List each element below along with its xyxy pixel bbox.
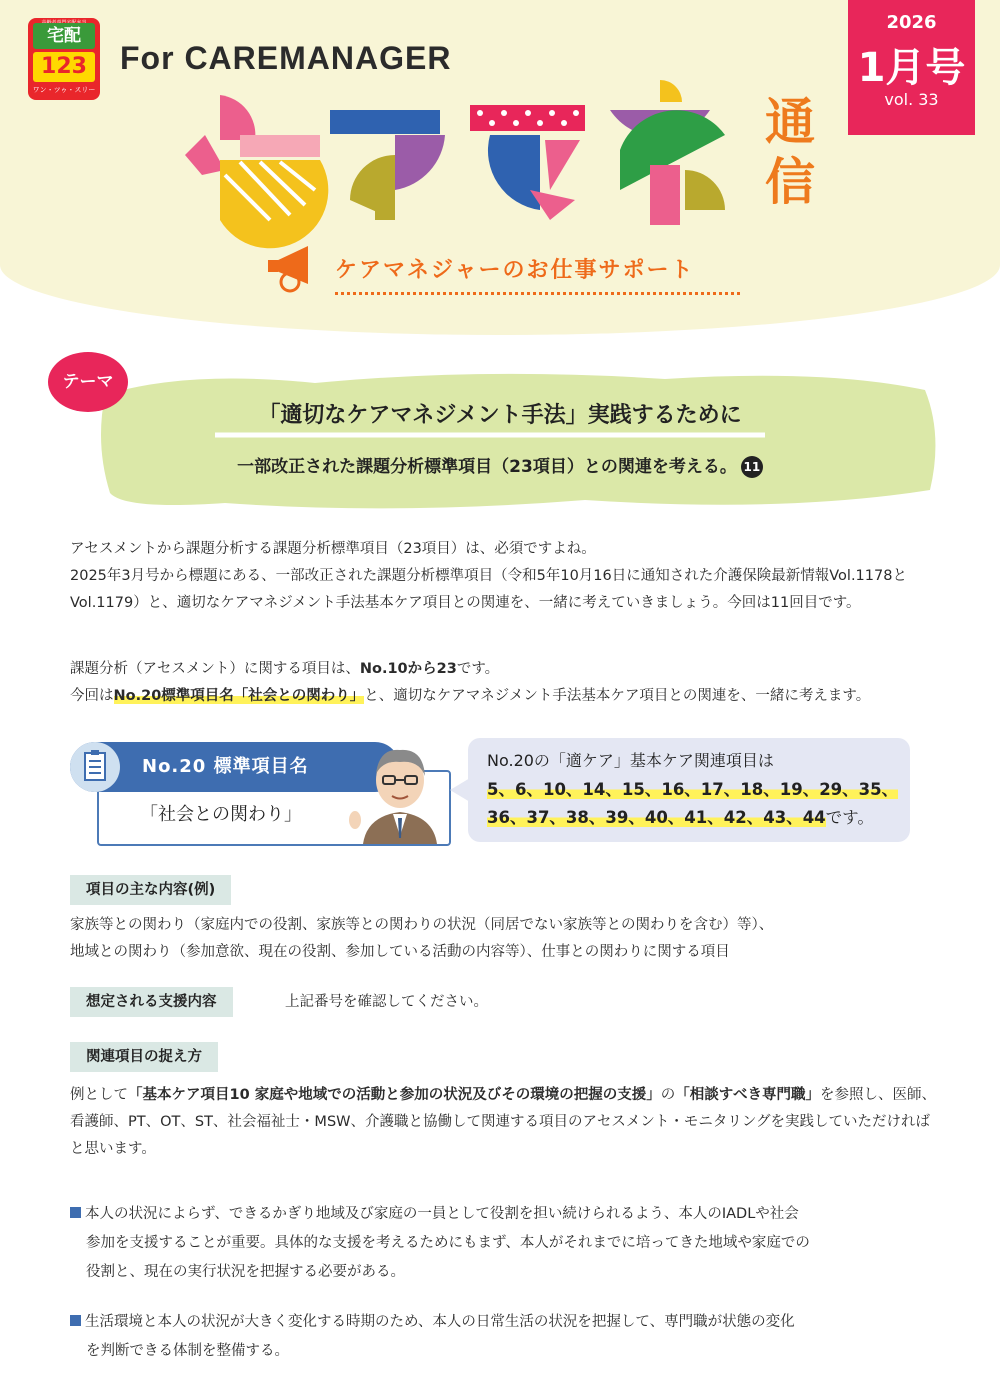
bullet-item-1 [70, 1200, 940, 1287]
related-mid: の [660, 1087, 676, 1103]
care-manager-avatar [345, 738, 455, 844]
square-bullet-icon [70, 1207, 81, 1218]
related-items-numbers-2: 36、37、38、39、40、41、42、43、44 [487, 808, 826, 827]
intro-topic-post: と、適切なケアマネジメント手法基本ケア項目との関連を、一緒に考えます。 [364, 688, 871, 704]
intro-paragraph-2 [70, 656, 940, 710]
related-specialist: 「相談すべき専門職」 [675, 1087, 820, 1103]
tagline: ケアマネジャーのお仕事サポート [335, 258, 695, 283]
content-line-2: 地域との関わり（参加意欲、現在の役割、参加している活動の内容等）、仕事との関わりに関する項目 [70, 944, 730, 960]
megaphone-icon [268, 244, 328, 294]
logo-reading: ワン・ツゥ・スリー [32, 86, 96, 94]
related-pre: 例として [70, 1087, 128, 1103]
bullet-1-line-2: 参加を支援することが重要。具体的な支援を考えるためにもまず、本人がそれまでに培ってきた地域や家庭での [86, 1235, 810, 1251]
content-line-1: 家族等との関わり（家庭内での役割、家族等との関わりの状況（同居でない家族等との関わりを含む）等）、 [70, 917, 774, 933]
section-label-content: 項目の主な内容(例) [70, 875, 231, 905]
related-items-numbers-1: 5、6、10、14、15、16、17、18、19、29、35、 [487, 780, 899, 799]
section-label-related: 関連項目の捉え方 [70, 1042, 218, 1072]
tsushin-char-1: 通 [765, 93, 815, 151]
intro-topic-highlight: No.20標準項目名「社会との関わり」 [113, 688, 365, 704]
title-char-ne [610, 80, 725, 225]
episode-number-badge: 11 [741, 456, 763, 478]
intro-range-pre: 課題分析（アセスメント）に関する項目は、 [70, 661, 360, 677]
related-items-suffix: です。 [825, 808, 874, 827]
for-caremanager-heading: For CAREMANAGER [120, 40, 452, 76]
intro-topic-pre: 今回は [70, 688, 114, 704]
intro-line-1: アセスメントから課題分析する課題分析標準項目（23項目）は、必須ですよね。 [70, 541, 596, 557]
brand-logo [28, 18, 100, 100]
theme-subtitle-text: 一部改正された課題分析標準項目（23項目）との関連を考える。 [237, 457, 737, 477]
content-text [70, 912, 940, 966]
standard-item-name: 「社会との関わり」 [140, 804, 302, 825]
related-items-title: No.20の「適ケア」基本ケア関連項目は [487, 751, 774, 770]
related-post: を参照し、医師、看護師、PT、OT、ST、社会福祉士・MSW、介護職と協働して関連する項目のアセスメント・モニタリングを実践していただければと思います。 [70, 1087, 936, 1157]
tagline-underline [335, 292, 740, 295]
bullet-1-line-1: 本人の状況によらず、できるかぎり地域及び家庭の一員として役割を担い続けられるよう、本人のIADLや社会 [85, 1206, 799, 1222]
bullet-2-line-1: 生活環境と本人の状況が大きく変化する時期のため、本人の日常生活の状況を把握して、専門職が状態の変化 [85, 1314, 795, 1330]
theme-subtitle [0, 452, 1000, 478]
support-text: 上記番号を確認してください。 [285, 994, 488, 1010]
issue-year: 2026 [886, 12, 937, 33]
caremane-title-logo [180, 80, 750, 250]
related-care-item: 「基本ケア項目10 家庭や地域での活動と参加の状況及びその環境の把握の支援」 [128, 1087, 661, 1103]
intro-paragraph-1 [70, 536, 940, 617]
related-items-line-2 [487, 804, 874, 828]
standard-item-label: No.20 標準項目名 [142, 756, 309, 777]
intro-line-2: 2025年3月号から標題にある、一部改正された課題分析標準項目（令和5年10月16日に通知された介護保険最新情報Vol.1178とVol.1179）と、適切なケアマネジメント手法基本ケア項目との関連を、一緒に考えていきましょう。今回は11回目です。 [70, 568, 907, 611]
tsushin-heading [755, 92, 825, 212]
related-paragraph [70, 1082, 940, 1163]
square-bullet-icon [70, 1315, 81, 1326]
theme-background-blob [65, 365, 945, 515]
related-items-line-1 [487, 776, 898, 800]
theme-badge: テーマ [48, 352, 128, 412]
bullet-item-2 [70, 1308, 940, 1366]
issue-volume: vol. 33 [884, 90, 939, 109]
bullet-2-line-2: を判断できる体制を整備する。 [86, 1343, 289, 1359]
logo-number: 123 [33, 52, 95, 82]
tsushin-char-2: 信 [765, 153, 815, 211]
bubble-tail [450, 778, 470, 802]
bullet-1-line-3: 役割と、現在の実行状況を把握する必要がある。 [86, 1264, 405, 1280]
intro-range-bold: No.10から23 [359, 661, 457, 677]
issue-tab [848, 0, 975, 135]
title-char-a [330, 110, 445, 220]
section-label-support: 想定される支援内容 [70, 987, 233, 1017]
intro-range-post: です。 [456, 661, 500, 677]
theme-title: 「適切なケアマネジメント手法」実践するために [258, 403, 742, 428]
issue-month: 1月号 [857, 45, 966, 91]
logo-top-text: 宅配 [33, 23, 95, 49]
title-char-ma [470, 105, 585, 220]
title-char-ke [185, 95, 328, 248]
checklist-icon [70, 742, 120, 792]
